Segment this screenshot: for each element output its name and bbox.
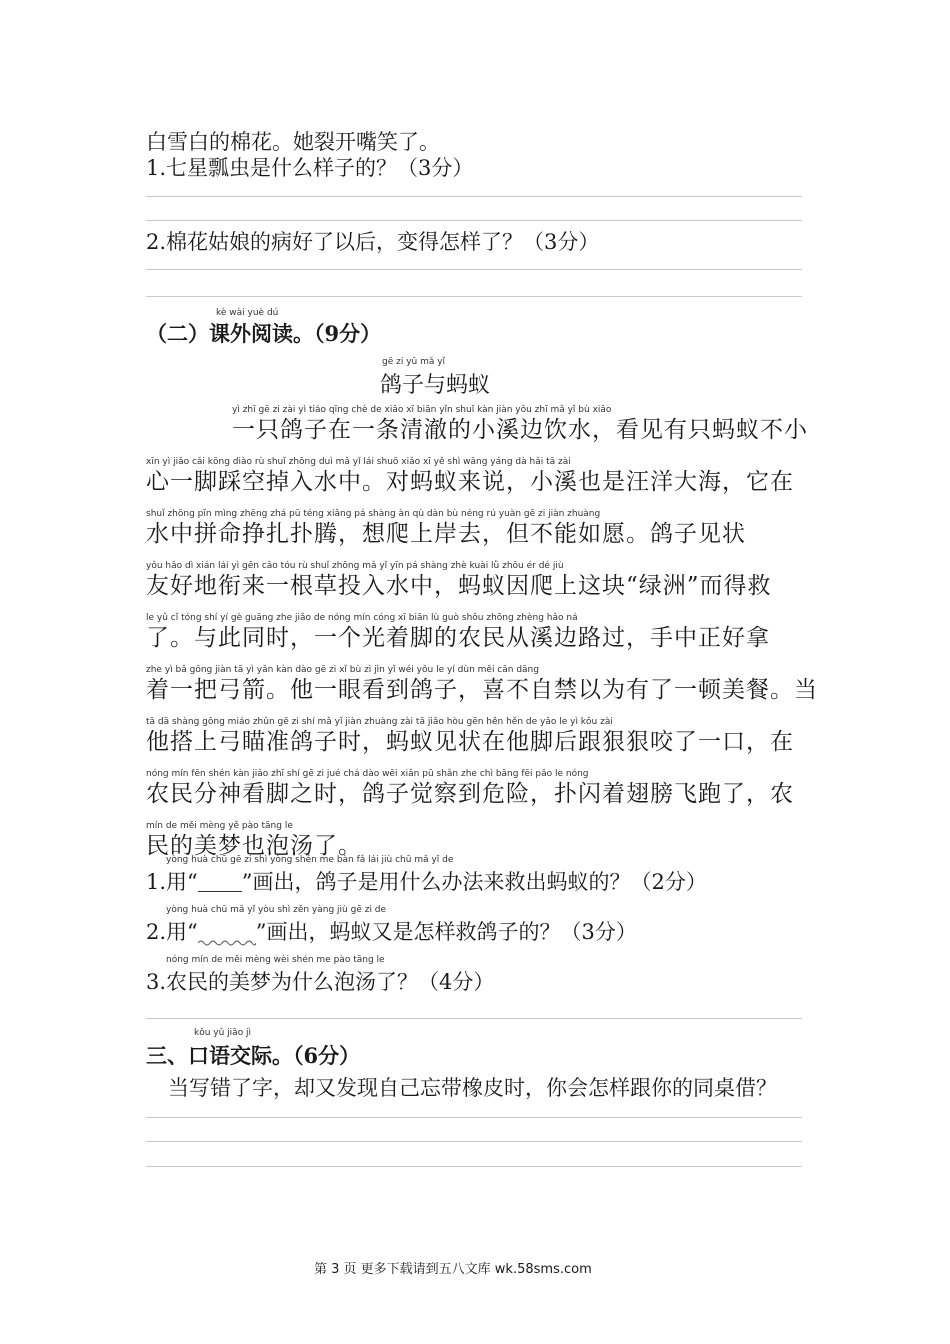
answer-line[interactable] — [146, 1018, 802, 1019]
section-3-heading: 三、口语交际。（6分） — [146, 1043, 361, 1068]
story-line-pinyin: yì zhī gē zi zài yì tiáo qīng chè de xiǎo xī biān yǐn shuǐ kàn jiàn yǒu zhī mǎ yǐ bù xiǎo — [232, 405, 612, 415]
story-line-pinyin: tā dā shàng gōng miáo zhǔn gē zi shí mǎ yǐ jiàn zhuàng zài tā jiǎo hòu gēn hěn hěn de yǎo le yì kǒu zài — [146, 717, 613, 727]
story-line — [232, 404, 812, 444]
section-2-pinyin: kè wài yuè dú — [216, 308, 279, 318]
story-line — [146, 508, 806, 548]
answer-line[interactable] — [146, 1117, 802, 1118]
answer-line[interactable] — [146, 1141, 802, 1142]
story-line-pinyin: yǒu hǎo dì xián lái yì gēn cǎo tóu rù shuǐ zhōng mǎ yǐ yīn pá shàng zhè kuài lǜ zhōu ér dé jiù — [146, 561, 564, 571]
part2-question-3: 3.农民的美梦为什么泡汤了？（4分） — [146, 970, 495, 994]
story-line — [146, 716, 806, 756]
story-line — [146, 820, 806, 860]
question-pinyin: yòng huà chū gē zi shì yòng shén me bàn fǎ lái jiù chū mǎ yǐ de — [166, 855, 454, 865]
part2-question-2 — [146, 916, 637, 946]
story-line-pinyin: mín de měi mèng yě pào tāng le — [146, 821, 293, 831]
story-line-text: 了。与此同时，一个光着脚的农民从溪边路过，手中正好拿 — [146, 625, 770, 651]
question-2: 2.棉花姑娘的病好了以后，变得怎样了？（3分） — [146, 230, 600, 254]
story-line — [146, 612, 806, 652]
question-suffix: ”画出，蚂蚁又是怎样救鸽子的？（3分） — [255, 920, 637, 944]
story-line-text: 着一把弓箭。他一眼看到鸽子，喜不自禁以为有了一顿美餐。当 — [146, 677, 818, 703]
story-title: 鸽子与蚂蚁 — [380, 373, 491, 398]
question-prefix: 2.用“ — [146, 920, 198, 944]
story-line-text: 心一脚踩空掉入水中。对蚂蚁来说，小溪也是汪洋大海，它在 — [146, 469, 794, 495]
story-line-text: 农民分神看脚之时，鸽子觉察到危险，扑闪着翅膀飞跑了，农 — [146, 781, 794, 807]
story-line-pinyin: zhe yì bǎ gōng jiàn tā yì yǎn kàn dào gē zi xǐ bù zì jìn yǐ wéi yǒu le yí dùn měi cān dāng — [146, 665, 539, 675]
question-pinyin: nóng mín de měi mèng wèi shén me pào tāng le — [166, 955, 385, 965]
story-line-text: 他搭上弓瞄准鸽子时，蚂蚁见状在他脚后跟狠狠咬了一口，在 — [146, 729, 794, 755]
story-line-text: 一只鸽子在一条清澈的小溪边饮水，看见有只蚂蚁不小 — [232, 417, 808, 443]
answer-line[interactable] — [146, 296, 802, 297]
section-3-pinyin: kǒu yǔ jiāo jì — [194, 1028, 252, 1038]
answer-line[interactable] — [146, 269, 802, 270]
wavy-underline-mark — [198, 927, 256, 941]
story-line — [146, 664, 818, 704]
story-line-text: 水中拼命挣扎扑腾，想爬上岸去，但不能如愿。鸽子见状 — [146, 521, 746, 547]
question-prefix: 1.用“ — [146, 870, 198, 894]
story-line-pinyin: nóng mín fēn shén kàn jiǎo zhī shí gē zi jué chá dào wēi xiǎn pū shǎn zhe chì bǎng fēi pǎo le nóng — [146, 769, 589, 779]
section-3-prompt: 当写错了字，却又发现自己忘带橡皮时，你会怎样跟你的同桌借？ — [168, 1076, 777, 1100]
page-footer: 第 3 页 更多下载请到五八文库 wk.58sms.com — [314, 1262, 592, 1277]
question-pinyin: yòng huà chū mǎ yǐ yòu shì zěn yàng jiù gē zi de — [166, 905, 387, 915]
answer-line[interactable] — [146, 196, 802, 197]
story-line-pinyin: le yǔ cǐ tóng shí yí gè guāng zhe jiǎo de nóng mín cóng xī biān lù guò shǒu zhōng zhèng hǎo ná — [146, 613, 578, 623]
story-line — [146, 560, 806, 600]
answer-line[interactable] — [146, 1166, 802, 1167]
story-line-pinyin: xīn yì jiǎo cǎi kōng diào rù shuǐ zhōng duì mǎ yǐ lái shuō xiǎo xī yě shì wāng yáng dà hǎi tā zài — [146, 457, 571, 467]
underline-mark — [198, 875, 242, 892]
story-title-pinyin: gē zi yǔ mǎ yǐ — [382, 357, 446, 367]
answer-line[interactable] — [146, 220, 802, 221]
section-2-heading: （二）课外阅读。（9分） — [146, 321, 382, 346]
story-line-text: 友好地衔来一根草投入水中，蚂蚁因爬上这块“绿洲”而得救 — [146, 573, 772, 599]
question-1: 1.七星瓢虫是什么样子的？（3分） — [146, 156, 474, 180]
story-line-pinyin: shuǐ zhōng pīn mìng zhēng zhá pū téng xiǎng pá shàng àn qù dàn bù néng rú yuàn gē zi jiàn zhuàng — [146, 509, 601, 519]
story-line-text: 民的美梦也泡汤了。 — [146, 833, 362, 859]
question-suffix: ”画出，鸽子是用什么办法来救出蚂蚁的？（2分） — [241, 870, 707, 894]
passage-tail: 白雪白的棉花。她裂开嘴笑了。 — [146, 130, 440, 154]
story-line — [146, 768, 806, 808]
part2-question-1 — [146, 866, 707, 896]
story-line — [146, 456, 806, 496]
